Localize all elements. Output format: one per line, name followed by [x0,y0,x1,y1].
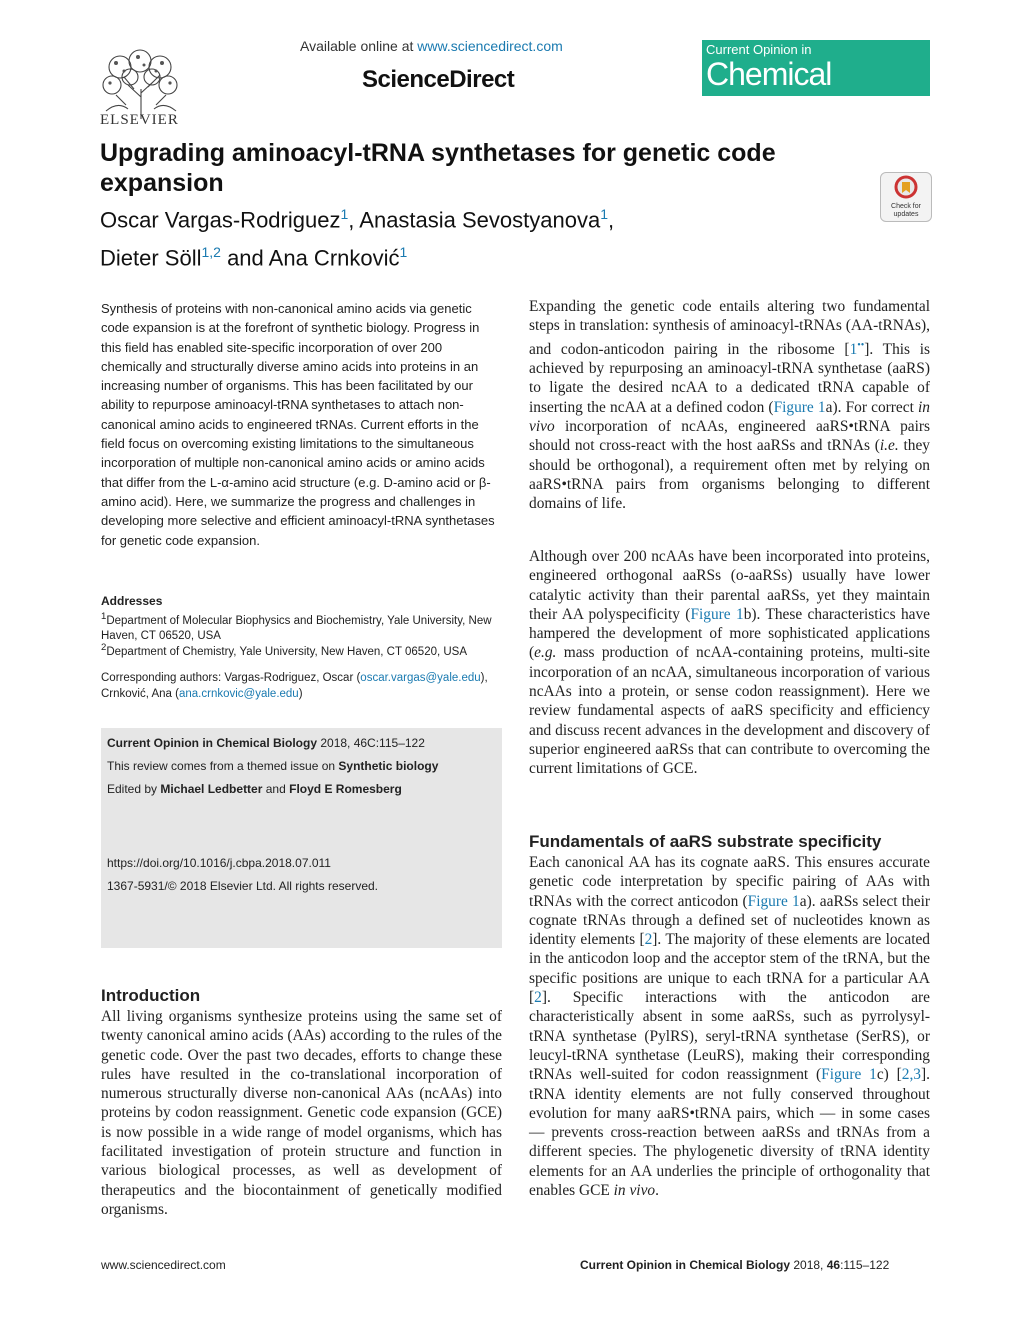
available-online [300,38,563,54]
author-name[interactable]: Ana Crnković [268,245,400,271]
address-item: $^1$Department of Molecular Biophysics and Biochemistry, Yale University, New Haven, CT 06520, USA [101,611,492,643]
section-heading: Introduction [101,986,201,1005]
journal-badge[interactable] [702,40,930,129]
check-updates-label: Check for updates [891,203,921,218]
citation-link[interactable]: 2 [644,931,653,949]
addresses-heading: Addresses [101,594,163,608]
author-affiliation[interactable]: 1,2 [201,244,221,261]
paragraph: Each canonical AA has its cognate aaRS. This ensures accurate genetic code interpretation by specific pairing of AAs with tRNAs with the correct anticodon (Figure 1a). aaRSs select their cognate tRNAs through a defined set of nucleotides known as identity elements [2]. The majority of these elements are located in the anticodon loop and the acceptor stem of the tRNA, but the specific positions are unique to each tRNA for a particular AA [2]. Specific interactions with the anticodon are characteristically absent in some aaRSs, such as pyrrolysyl-tRNA synthetase (PylRS), seryl-tRNA synthetase (SerRS), or leucyl-tRNA synthetase (LeuRS), making their corresponding tRNAs well-suited for codon reassignment (Figure 1c) [2,3]. tRNA identity elements are not fully conserved throughout evolution for many aaRS•tRNA pairs, which — in some cases — prevents cross-reaction between aaRSs and tRNAs from a different species. The phylogenetic diversity of tRNA identity elements for an AA underlies the principle of orthogonality that enables GCE in vivo. [529,854,931,1200]
author-name[interactable]: Anastasia Sevostyanova [359,207,601,233]
citation-link[interactable]: 2,3 [901,1066,921,1084]
journal-name: Current Opinion in Chemical Biology [107,736,318,750]
figure-link[interactable]: Figure 1 [773,398,826,416]
abstract: Synthesis of proteins with non-canonical amino acids via genetic code expansion is at the forefront of synthetic biology. Progress in this field has enabled site-specific incorporation of over 200 chemically and structurally diverse amino acids into proteins in an increasing number of organisms. This has been facilitated by our ability to repurpose aminoacyl-tRNA synthetases to attach non-canonical amino acids to engineered tRNAs. Current efforts in the field focus on overcoming existing limitations to the simultaneous incorporation of multiple non-canonical amino acids or amino acids that differ from the L-α-amino acid structure (e.g. D-amino acid or β-amino acid). Here, we summarize the progress and challenges in developing more selective and efficient aminoacyl-tRNA synthetases for genetic code expansion. [101,301,495,548]
email-link[interactable]: oscar.vargas@yale.edu [360,672,481,684]
journal-badge-small: Current Opinion in [706,42,812,57]
article-title: Upgrading aminoacyl-tRNA synthetases for genetic code expansion [100,139,776,197]
platform-name: ScienceDirect [362,66,515,93]
intro-paragraph: All living organisms synthesize proteins using the same set of twenty canonical amino acids (AAs) according to the rules of the genetic code. Over the past two decades, efforts to change these rules have resulted in the co-translational incorporation of numerous structurally diverse non-canonical AAs (ncAAs) into proteins by codon reassignment. Genetic code expansion (GCE) is now possible in a wide range of model organisms, which has facilitated investigation of protein structure and function in various biological processes, as well as development of therapeutics and the biocontainment of genetically modified organisms. [101,1008,502,1218]
check-updates-icon [881,173,931,203]
copyright: 1367-5931/© 2018 Elsevier Ltd. All rights reserved. [107,879,378,893]
section-heading: Fundamentals of aaRS substrate specificity [529,832,882,851]
figure-link[interactable]: Figure 1 [821,1066,877,1084]
footer-citation: Current Opinion in Chemical Biology 2018, 46:115–122 [580,1258,890,1272]
address-item: $^2$Department of Chemistry, Yale University, New Haven, CT 06520, USA [101,642,468,658]
author-name[interactable]: Dieter Söll [100,245,202,271]
publisher-logo-text: ELSEVIER [100,112,179,128]
editor-name[interactable]: Floyd E Romesberg [289,782,402,796]
paragraph: Expanding the genetic code entails altering two fundamental steps in translation: synthesis of aminoacyl-tRNAs (AA-tRNAs), and codon-anticodon pairing in the ribosome [1••]. This is achieved by repurposing an aminoacyl-tRNA synthetase (aaRS) to ligate the desired ncAA to a dedicated tRNA capable of inserting the ncAA at a defined codon (Figure 1a). For correct in vivo incorporation of ncAAs, engineered aaRS•tRNA pairs should not cross-react with the host aaRSs and tRNAs (i.e. they should be orthogonal), a requirement often met by relying on aaRS•tRNA pairs from organisms belonging to different domains of life. [529,298,930,513]
footer-website[interactable]: www.sciencedirect.com [101,1258,226,1272]
figure-link[interactable]: Figure 1 [690,605,744,623]
citation-link[interactable]: 2 [534,989,542,1007]
author-affiliation[interactable]: 1 [340,206,349,222]
corresponding-authors: Corresponding authors: Vargas-Rodriguez, Oscar (oscar.vargas@yale.edu), Crnković, Ana (ana.crnkovic@yale.edu) [101,672,488,700]
themed-issue-link[interactable]: Synthetic biology [338,759,439,773]
email-link[interactable]: ana.crnkovic@yale.edu [178,687,299,700]
author-list: Oscar Vargas-Rodriguez$^1$, Anastasia Sevostyanova$^1$, Dieter Söll$^{1,2}$ and Ana Crnković$^1$ [100,206,615,271]
figure-link[interactable]: Figure 1 [747,892,800,910]
author-name[interactable]: Oscar Vargas-Rodriguez [100,207,341,233]
paragraph: Although over 200 ncAAs have been incorporated into proteins, engineered orthogonal aaRSs (o-aaRSs) usually have lower catalytic activity than their parental aaRSs, yet they maintain their AA polyspecificity (Figure 1b). These characteristics have hampered the development of more sophisticated applications (e.g. mass production of ncAA-containing proteins, multi-site incorporation of an ncAA, simultaneous incorporation of various ncAAs into a protein, or sense codon reassignment). Here we review fundamental aspects of aaRS specificity and efficiency and discuss recent advances in the development and discovery of superior engineered aaRSs that can contribute to overcoming the current limitations of GCE. [529,548,930,778]
article-info-box: Current Opinion in Chemical Biology 2018, 46C:115–122 This review comes from a themed issue on Synthetic biology Edited by Michael Ledbetter and Floyd E Romesberg https://doi.org/10.1016/j.cbpa.2018.07.011 1367-5931/© 2018 Elsevier Ltd. All rights reserved. [101,728,502,948]
editor-name[interactable]: Michael Ledbetter [160,782,263,796]
author-affiliation[interactable]: 1 [600,206,609,222]
author-affiliation[interactable]: 1 [399,244,408,261]
journal-badge-large: Chemical Biology [706,56,832,129]
citation-link[interactable]: 1 [849,340,858,358]
check-for-updates-button[interactable] [880,172,932,222]
available-online-label: Available online at [300,38,418,54]
doi-link[interactable]: https://doi.org/10.1016/j.cbpa.2018.07.011 [107,856,331,870]
sciencedirect-link[interactable]: www.sciencedirect.com [417,38,563,54]
